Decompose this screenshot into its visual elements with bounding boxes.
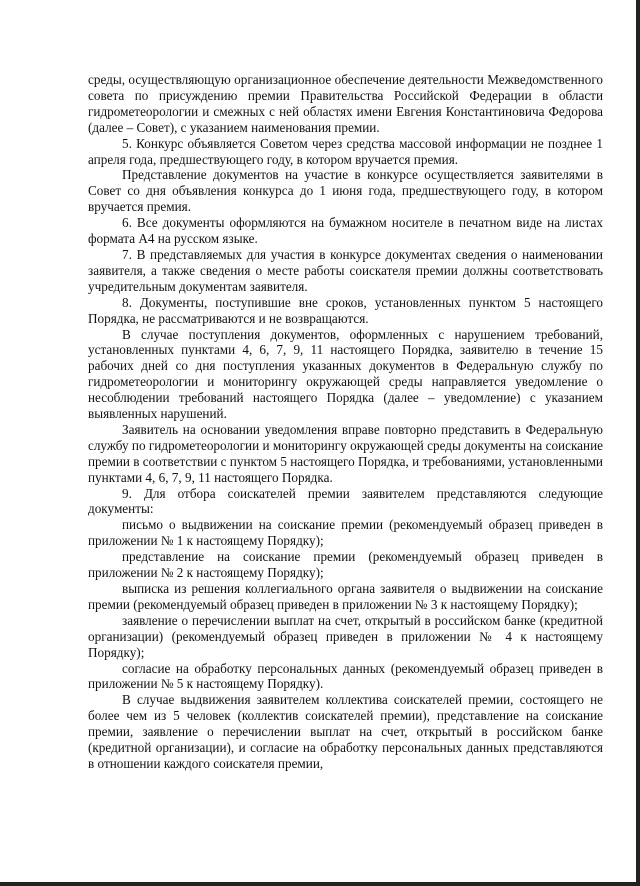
paragraph-8: 8. Документы, поступившие вне сроков, установленных пунктом 5 настоящего Порядка, не рассматриваются и не возвращаются. [88, 294, 603, 326]
paragraph-7: 7. В представляемых для участия в конкурсе документах сведения о наименовании заявителя, а также сведения о месте работы соискателя премии должны соответствовать учредительным документам заявителя. [88, 246, 603, 294]
paragraph-9: 9. Для отбора соискателей премии заявителем представляются следующие документы: [88, 485, 603, 517]
list-item-payment-statement: заявление о перечислении выплат на счет, открытый в российском банке (кредитной организации) (рекомендуемый образец приведен в приложении № 4 к настоящему Порядку); [88, 612, 603, 660]
paragraph-8-resubmission: Заявитель на основании уведомления вправе повторно представить в Федеральную службу по гидрометеорологии и мониторингу окружающей среды документы на соискание премии в соответствии с пунктом 5 настоящего Порядка, и требованиями, установленными пунктами 4, 6, 7, 9, 11 настоящего Порядка. [88, 421, 603, 485]
paragraph-8-violations: В случае поступления документов, оформленных с нарушением требований, установленных пунктами 4, 6, 7, 9, 11 настоящего Порядка, заявителю в течение 15 рабочих дней со дня поступления указанных документов в Федеральную службу по гидрометеорологии и мониторингу окружающей среды направляется уведомление о несоблюдении требований настоящего Порядка (далее – уведомление) с указанием выявленных нарушений. [88, 326, 603, 422]
scan-edge-right [636, 0, 640, 886]
paragraph-5: 5. Конкурс объявляется Советом через средства массовой информации не позднее 1 апреля года, предшествующего году, в котором вручается премия. [88, 135, 603, 167]
paragraph-5-submission: Представление документов на участие в конкурсе осуществляется заявителями в Совет со дня объявления конкурса до 1 июня года, предшествующего году, в котором вручается премия. [88, 167, 603, 215]
list-item-extract: выписка из решения коллегиального органа заявителя о выдвижении на соискание премии (рекомендуемый образец приведен в приложении № 3 к настоящему Порядку); [88, 581, 603, 612]
scan-edge-bottom [0, 882, 640, 886]
list-item-nomination: представление на соискание премии (рекомендуемый образец приведен в приложении № 2 к настоящему Порядку); [88, 549, 603, 581]
paragraph-team-nomination: В случае выдвижения заявителем коллектива соискателей премии, состоящего не более чем из 5 человек (коллектив соискателей премии), представление на соискание премии, заявление о перечислении выплат на счет, открытый в российском банке (кредитной организации), и согласие на обработку персональных данных представляются в отношении каждого соискателя премии, [88, 692, 603, 771]
paragraph-6: 6. Все документы оформляются на бумажном носителе в печатном виде на листах формата А4 на русском языке. [88, 215, 603, 247]
list-item-consent: согласие на обработку персональных данных (рекомендуемый образец приведен в приложении № 5 к настоящему Порядку). [88, 660, 603, 692]
paragraph-intro: среды, осуществляющую организационное обеспечение деятельности Межведомственного совета по присуждению премии Правительства Российской Федерации в области гидрометеорологии и смежных с ней областях имени Евгения Константиновича Федорова (далее – Совет), с указанием наименования премии. [88, 72, 603, 135]
list-item-letter: письмо о выдвижении на соискание премии (рекомендуемый образец приведен в приложении № 1 к настоящему Порядку); [88, 517, 603, 549]
document-page [88, 72, 603, 772]
